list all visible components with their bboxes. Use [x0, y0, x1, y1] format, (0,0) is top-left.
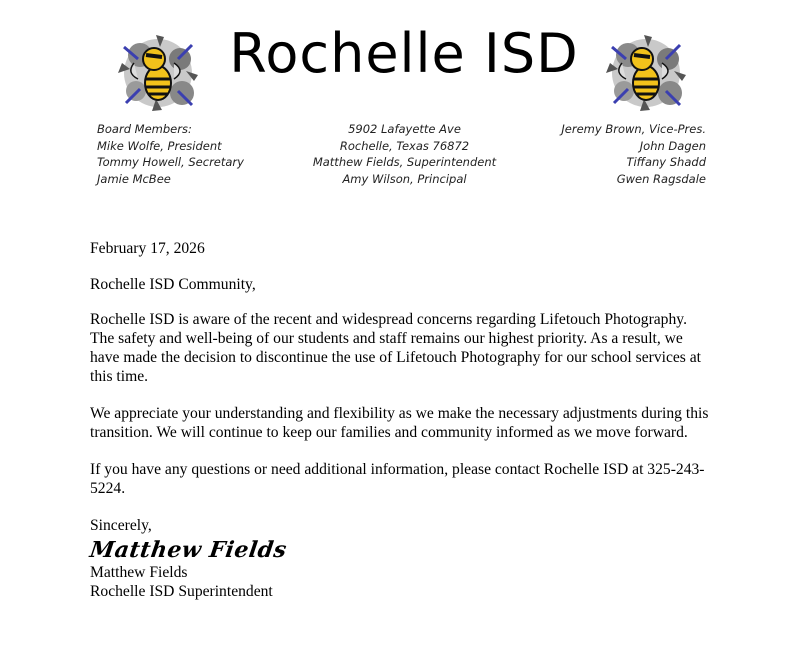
- signature: Matthew Fields: [88, 537, 289, 563]
- hornet-mascot-logo-right: [604, 33, 688, 111]
- letterhead-line: Gwen Ragsdale: [616, 171, 706, 186]
- letterhead-line: Matthew Fields, Superintendent: [312, 155, 497, 169]
- letterhead-line: Tiffany Shadd: [626, 155, 706, 169]
- district-address: [302, 121, 507, 187]
- signer-name: Matthew Fields: [90, 564, 188, 581]
- letterhead-line: Amy Wilson, Principal: [342, 171, 467, 186]
- letterhead-line: Jamie McBee: [97, 171, 171, 186]
- board-members-left: [97, 121, 244, 187]
- letter-paragraph: If you have any questions or need additional information, please contact Rochelle ISD at 325-243-5224.: [90, 461, 705, 497]
- letterhead-line: 5902 Lafayette Ave: [348, 122, 461, 136]
- board-members-right: [561, 121, 706, 187]
- district-title: Rochelle ISD: [229, 22, 579, 85]
- letterhead-line: Rochelle, Texas 76872: [339, 138, 470, 153]
- letter-body: [90, 239, 710, 601]
- letter-greeting: Rochelle ISD Community,: [90, 276, 256, 293]
- letterhead-line: Jeremy Brown, Vice-Pres.: [561, 122, 706, 136]
- letterhead-line: John Dagen: [639, 138, 706, 153]
- letterhead-line: Tommy Howell, Secretary: [97, 155, 244, 169]
- letter-date: February 17, 2026: [90, 240, 205, 257]
- letter-paragraph: We appreciate your understanding and flexibility as we make the necessary adjustments during this transition. We will continue to keep our families and community informed as we move forward.: [90, 405, 709, 441]
- signer-title: Rochelle ISD Superintendent: [90, 583, 273, 600]
- letter-paragraph: Rochelle ISD is aware of the recent and widespread concerns regarding Lifetouch Photography. The safety and well-being of our students and staff remains our highest priority. As a result, we have made the decision to discontinue the use of Lifetouch Photography for our school services at this time.: [90, 311, 702, 385]
- letterhead-line: Board Members:: [97, 122, 192, 136]
- letter-closing: Sincerely,: [90, 517, 152, 534]
- letterhead-line: Mike Wolfe, President: [97, 138, 222, 153]
